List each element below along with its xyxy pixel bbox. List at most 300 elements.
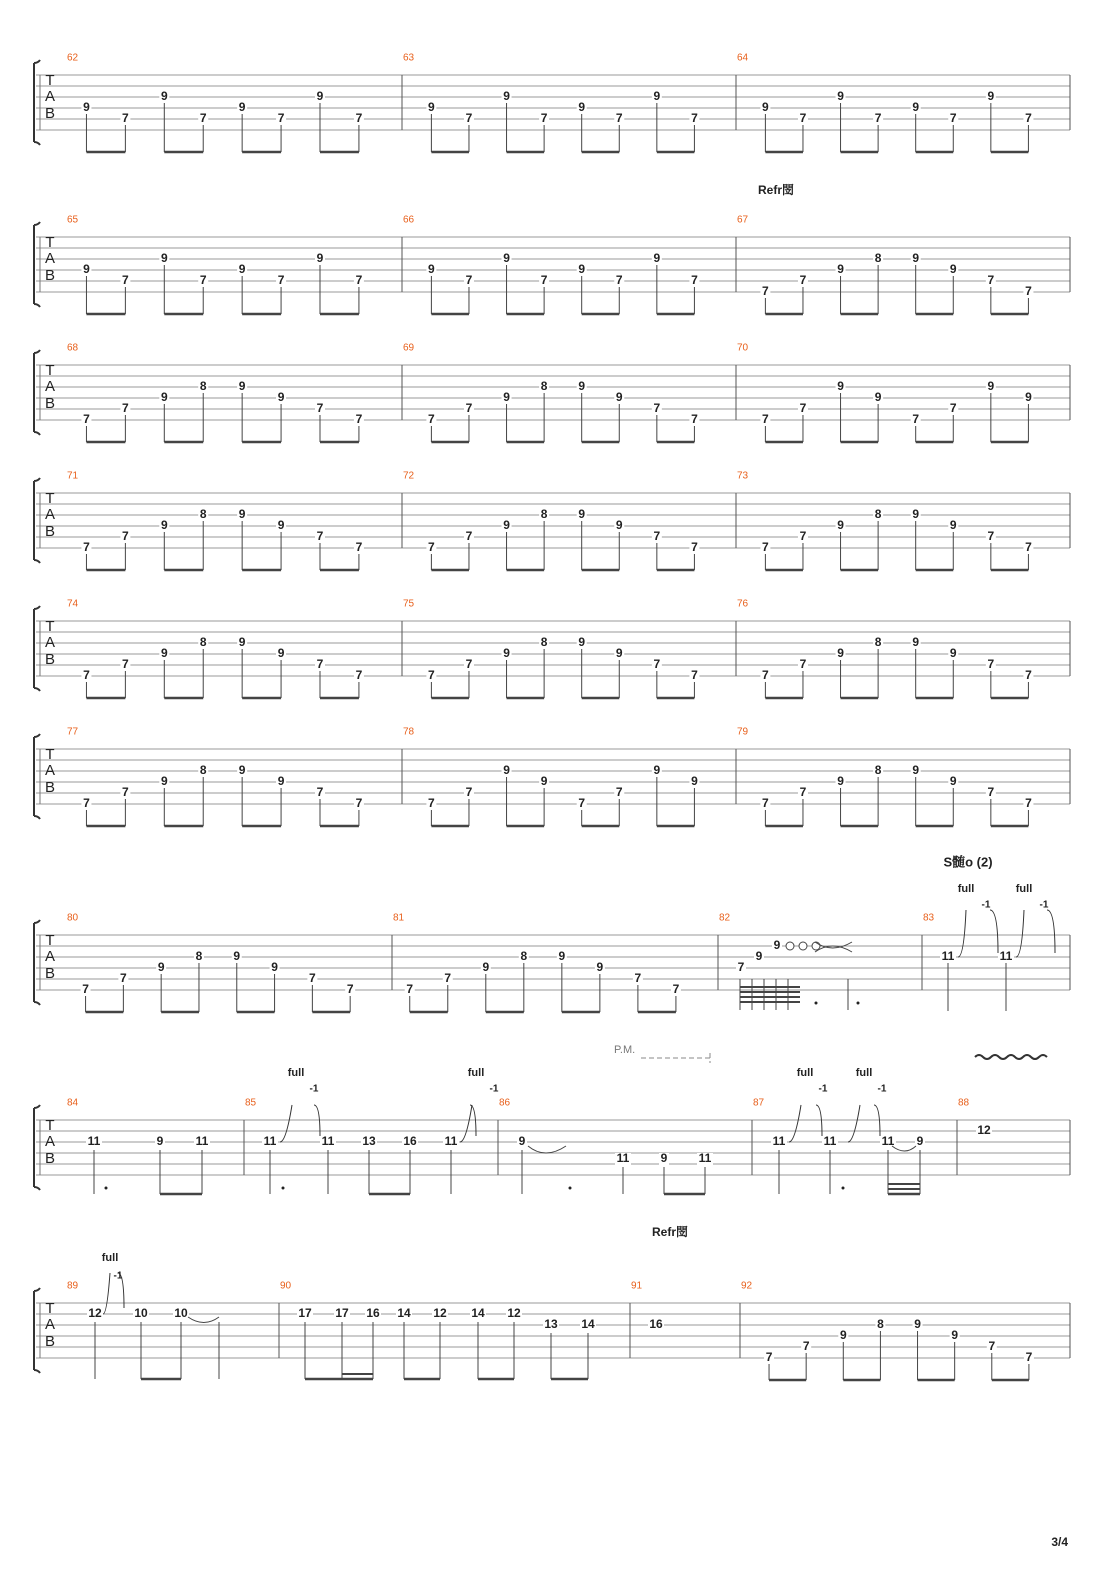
bar-number: 77 — [67, 726, 79, 738]
bar-number: 66 — [403, 214, 415, 226]
bar-number: 78 — [403, 726, 415, 738]
fret-number: 9 — [949, 518, 957, 533]
fret-number: 9 — [615, 390, 623, 405]
fret-number: 12 — [88, 1306, 102, 1321]
fret-number: 9 — [837, 379, 844, 394]
bar-number: 63 — [403, 52, 415, 64]
tie-curve — [815, 942, 852, 952]
fret-number: 8 — [540, 635, 548, 650]
fret-number: 9 — [503, 518, 510, 533]
fret-number: 8 — [199, 635, 207, 650]
bend-label: full — [467, 1066, 485, 1079]
fret-number: 9 — [837, 518, 844, 533]
fret-number: 9 — [482, 960, 490, 975]
fret-number: 11 — [698, 1151, 712, 1166]
bar-number: 80 — [67, 912, 79, 924]
fret-number: 16 — [403, 1134, 417, 1149]
bend-label: full — [1015, 882, 1033, 895]
fret-number: 9 — [874, 390, 882, 405]
fret-number: 7 — [1025, 111, 1032, 126]
tab-clef-a: A — [44, 1315, 56, 1333]
fret-number: 7 — [465, 785, 473, 800]
bend-arrow — [848, 1105, 860, 1142]
bar-number: 76 — [737, 598, 749, 610]
fret-number: 9 — [762, 100, 769, 115]
fret-number: 7 — [765, 1350, 773, 1365]
tab-clef-b: B — [44, 778, 56, 796]
bar-number: 84 — [67, 1097, 79, 1109]
fret-number: 7 — [465, 273, 473, 288]
fret-number: 11 — [195, 1134, 209, 1149]
release-label: -1 — [489, 1083, 499, 1095]
fret-number: 9 — [949, 774, 957, 789]
fret-number: 9 — [277, 518, 285, 533]
fret-number: 9 — [503, 646, 510, 661]
fret-number: 7 — [346, 982, 354, 997]
fret-number: 7 — [988, 1339, 996, 1354]
fret-number: 7 — [428, 668, 435, 683]
bar-number: 83 — [923, 912, 935, 924]
fret-number: 9 — [837, 774, 844, 789]
fret-number: 14 — [471, 1306, 485, 1321]
fret-number: 9 — [755, 949, 763, 964]
harmonic-marker — [799, 942, 807, 950]
fret-number: 9 — [558, 949, 566, 964]
fret-number: 7 — [762, 540, 769, 555]
fret-number: 7 — [615, 111, 623, 126]
fret-number: 9 — [316, 251, 324, 266]
fret-number: 9 — [653, 89, 661, 104]
fret-number: 7 — [355, 111, 363, 126]
fret-number: 9 — [503, 390, 510, 405]
tab-clef-t: T — [45, 233, 55, 251]
dot — [842, 1187, 845, 1190]
harmonic-marker — [786, 942, 794, 950]
tab-clef-t: T — [45, 489, 55, 507]
fret-number: 11 — [772, 1134, 786, 1149]
fret-number: 7 — [691, 111, 698, 126]
dot — [569, 1187, 572, 1190]
bar-number: 62 — [67, 52, 79, 64]
fret-number: 7 — [1025, 1350, 1033, 1365]
fret-number: 9 — [837, 89, 844, 104]
release-label: -1 — [877, 1083, 887, 1095]
fret-number: 9 — [233, 949, 241, 964]
fret-number: 9 — [578, 635, 586, 650]
bend-arrow — [280, 1105, 292, 1142]
fret-number: 7 — [799, 785, 807, 800]
fret-number: 9 — [277, 390, 285, 405]
fret-number: 9 — [238, 100, 246, 115]
fret-number: 10 — [134, 1306, 148, 1321]
fret-number: 7 — [465, 111, 473, 126]
fret-number: 14 — [397, 1306, 411, 1321]
bend-arrow — [1016, 910, 1024, 957]
fret-number: 7 — [799, 657, 807, 672]
bend-label: full — [855, 1066, 873, 1079]
fret-number: 9 — [316, 89, 324, 104]
bar-number: 87 — [753, 1097, 765, 1109]
fret-number: 7 — [799, 401, 807, 416]
fret-number: 8 — [874, 635, 882, 650]
fret-number: 7 — [355, 412, 363, 427]
fret-number: 8 — [874, 763, 882, 778]
fret-number: 7 — [653, 401, 661, 416]
fret-number: 11 — [444, 1134, 458, 1149]
fret-number: 9 — [578, 100, 586, 115]
fret-number: 7 — [83, 412, 90, 427]
fret-number: 9 — [615, 646, 623, 661]
fret-number: 9 — [238, 763, 246, 778]
fret-number: 7 — [802, 1339, 810, 1354]
dot — [282, 1187, 285, 1190]
release-arrow — [990, 910, 998, 953]
section-label-solo: S髄o (2) — [943, 854, 993, 870]
fret-number: 7 — [428, 540, 435, 555]
fret-number: 7 — [428, 796, 435, 811]
vibrato-mark — [975, 1055, 1047, 1059]
bar-number: 71 — [67, 470, 79, 482]
tab-clef-a: A — [44, 249, 56, 267]
bar-number: 86 — [499, 1097, 511, 1109]
fret-number: 7 — [799, 273, 807, 288]
fret-number: 9 — [160, 518, 168, 533]
tab-clef-t: T — [45, 931, 55, 949]
fret-number: 7 — [355, 796, 363, 811]
fret-number: 7 — [691, 540, 698, 555]
fret-number: 7 — [316, 785, 324, 800]
fret-number: 7 — [1025, 668, 1032, 683]
fret-number: 9 — [839, 1328, 847, 1343]
bar-number: 69 — [403, 342, 415, 354]
fret-number: 8 — [540, 379, 548, 394]
fret-number: 9 — [271, 960, 278, 975]
tab-clef-b: B — [44, 1332, 56, 1350]
fret-number: 9 — [503, 251, 510, 266]
tab-clef-b: B — [44, 394, 56, 412]
fret-number: 7 — [406, 982, 414, 997]
fret-number: 12 — [433, 1306, 447, 1321]
tab-clef-b: B — [44, 104, 56, 122]
fret-number: 7 — [762, 796, 769, 811]
system-bracket — [34, 1105, 40, 1190]
fret-number: 9 — [428, 100, 435, 115]
fret-number: 7 — [83, 668, 90, 683]
fret-number: 7 — [762, 668, 769, 683]
fret-number: 9 — [949, 646, 957, 661]
fret-number: 7 — [1025, 796, 1032, 811]
bend-label: full — [957, 882, 975, 895]
bend-label: full — [796, 1066, 814, 1079]
section-label-refrain: Refr閚 — [651, 1225, 689, 1240]
fret-number: 11 — [823, 1134, 837, 1149]
fret-number: 7 — [122, 529, 129, 544]
fret-number: 9 — [949, 262, 957, 277]
fret-number: 9 — [914, 1317, 921, 1332]
fret-number: 8 — [877, 1317, 884, 1332]
fret-number: 9 — [578, 507, 586, 522]
fret-number: 7 — [122, 785, 129, 800]
fret-number: 7 — [444, 971, 452, 986]
fret-number: 7 — [615, 273, 623, 288]
fret-number: 9 — [837, 646, 844, 661]
bar-number: 68 — [67, 342, 79, 354]
tab-clef-a: A — [44, 87, 56, 105]
fret-number: 8 — [540, 507, 548, 522]
bar-number: 74 — [67, 598, 79, 610]
fret-number: 9 — [912, 763, 920, 778]
fret-number: 9 — [987, 379, 995, 394]
fret-number: 9 — [951, 1328, 959, 1343]
bar-number: 89 — [67, 1280, 79, 1292]
fret-number: 7 — [762, 412, 769, 427]
fret-number: 7 — [316, 657, 324, 672]
fret-number: 9 — [238, 507, 246, 522]
fret-number: 7 — [122, 657, 129, 672]
fret-number: 11 — [941, 949, 955, 964]
fret-number: 7 — [277, 111, 285, 126]
tie-curve — [188, 1317, 219, 1323]
tab-clef-t: T — [45, 1299, 55, 1317]
fret-number: 9 — [691, 774, 698, 789]
fret-number: 9 — [156, 1134, 164, 1149]
palm-mute-line — [641, 1053, 710, 1063]
bar-number: 75 — [403, 598, 415, 610]
fret-number: 7 — [355, 273, 363, 288]
fret-number: 7 — [83, 540, 90, 555]
fret-number: 7 — [653, 529, 661, 544]
fret-number: 9 — [160, 251, 168, 266]
tab-clef-t: T — [45, 361, 55, 379]
fret-number: 7 — [465, 657, 473, 672]
fret-number: 7 — [355, 540, 363, 555]
fret-number: 8 — [195, 949, 203, 964]
system-bracket — [34, 478, 40, 563]
fret-number: 7 — [355, 668, 363, 683]
tab-clef-a: A — [44, 505, 56, 523]
fret-number: 7 — [762, 284, 769, 299]
fret-number: 7 — [987, 273, 995, 288]
fret-number: 9 — [518, 1134, 526, 1149]
fret-number: 7 — [737, 960, 745, 975]
tab-clef-a: A — [44, 761, 56, 779]
fret-number: 8 — [199, 507, 207, 522]
release-label: -1 — [981, 899, 991, 911]
fret-number: 9 — [916, 1134, 924, 1149]
fret-number: 7 — [316, 529, 324, 544]
tab-clef-b: B — [44, 266, 56, 284]
fret-number: 9 — [615, 518, 623, 533]
bar-number: 82 — [719, 912, 731, 924]
bar-number: 64 — [737, 52, 749, 64]
system-bracket — [34, 222, 40, 307]
palm-mute-label: P.M. — [614, 1043, 636, 1056]
bar-number: 70 — [737, 342, 749, 354]
fret-number: 9 — [987, 89, 995, 104]
fret-number: 12 — [977, 1123, 991, 1138]
fret-number: 9 — [578, 379, 586, 394]
bar-number: 88 — [958, 1097, 970, 1109]
fret-number: 9 — [160, 646, 168, 661]
system-bracket — [34, 734, 40, 819]
bend-arrow — [460, 1105, 472, 1142]
fret-number: 9 — [160, 774, 168, 789]
fret-number: 7 — [122, 111, 129, 126]
dot — [105, 1187, 108, 1190]
fret-number: 16 — [366, 1306, 380, 1321]
fret-number: 11 — [616, 1151, 630, 1166]
dot — [857, 1002, 860, 1005]
tab-clef-a: A — [44, 633, 56, 651]
fret-number: 7 — [277, 273, 285, 288]
fret-number: 7 — [634, 971, 642, 986]
fret-number: 9 — [660, 1151, 668, 1166]
bar-number: 85 — [245, 1097, 257, 1109]
tab-clef-t: T — [45, 745, 55, 763]
fret-number: 11 — [87, 1134, 101, 1149]
fret-number: 7 — [912, 412, 920, 427]
fret-number: 9 — [773, 938, 781, 953]
bar-number: 81 — [393, 912, 405, 924]
fret-number: 7 — [949, 401, 957, 416]
fret-number: 7 — [949, 111, 957, 126]
fret-number: 9 — [653, 763, 661, 778]
fret-number: 7 — [799, 529, 807, 544]
bend-arrow — [958, 910, 966, 957]
fret-number: 9 — [277, 774, 285, 789]
page-number: 3/4 — [1051, 1535, 1068, 1549]
fret-number: 10 — [174, 1306, 188, 1321]
section-label-refrain: Refr閚 — [757, 183, 795, 198]
fret-number: 7 — [540, 111, 548, 126]
fret-number: 7 — [199, 273, 207, 288]
fret-number: 7 — [691, 412, 698, 427]
fret-number: 9 — [238, 635, 246, 650]
system-bracket — [34, 606, 40, 691]
fret-number: 7 — [672, 982, 680, 997]
tab-clef-a: A — [44, 947, 56, 965]
fret-number: 7 — [799, 111, 807, 126]
fret-number: 8 — [199, 763, 207, 778]
fret-number: 7 — [82, 982, 89, 997]
fret-number: 9 — [596, 960, 604, 975]
bar-number: 92 — [741, 1280, 753, 1292]
tab-clef-b: B — [44, 1149, 56, 1167]
tab-clef-t: T — [45, 71, 55, 89]
tab-clef-a: A — [44, 377, 56, 395]
fret-number: 8 — [520, 949, 528, 964]
fret-number: 8 — [874, 507, 882, 522]
bar-number: 73 — [737, 470, 749, 482]
fret-number: 17 — [335, 1306, 349, 1321]
fret-number: 11 — [881, 1134, 895, 1149]
fret-number: 7 — [428, 412, 435, 427]
fret-number: 9 — [277, 646, 285, 661]
fret-number: 8 — [874, 251, 882, 266]
fret-number: 9 — [238, 379, 246, 394]
fret-number: 9 — [503, 89, 510, 104]
fret-number: 9 — [837, 262, 844, 277]
fret-number: 7 — [83, 796, 90, 811]
fret-number: 13 — [362, 1134, 376, 1149]
tab-clef-a: A — [44, 1132, 56, 1150]
fret-number: 9 — [83, 100, 90, 115]
tab-clef-b: B — [44, 650, 56, 668]
bend-label: full — [287, 1066, 305, 1079]
release-arrow — [1047, 910, 1055, 953]
fret-number: 7 — [987, 529, 995, 544]
fret-number: 9 — [912, 100, 920, 115]
fret-number: 7 — [615, 785, 623, 800]
system-bracket — [34, 1288, 40, 1373]
bend-label: full — [101, 1251, 119, 1264]
system-bracket — [34, 920, 40, 1005]
fret-number: 9 — [503, 763, 510, 778]
tab-clef-b: B — [44, 964, 56, 982]
fret-number: 7 — [122, 273, 129, 288]
bar-number: 79 — [737, 726, 749, 738]
fret-number: 9 — [578, 262, 586, 277]
dot — [815, 1002, 818, 1005]
fret-number: 9 — [1025, 390, 1032, 405]
fret-number: 11 — [263, 1134, 277, 1149]
fret-number: 7 — [691, 668, 698, 683]
fret-number: 7 — [1025, 540, 1032, 555]
fret-number: 7 — [987, 657, 995, 672]
fret-number: 7 — [120, 971, 127, 986]
system-bracket — [34, 350, 40, 435]
tie-curve — [528, 1146, 566, 1153]
release-label: -1 — [113, 1270, 123, 1282]
fret-number: 9 — [238, 262, 246, 277]
fret-number: 9 — [157, 960, 165, 975]
fret-number: 7 — [1025, 284, 1032, 299]
release-label: -1 — [818, 1083, 828, 1095]
fret-number: 9 — [160, 89, 168, 104]
fret-number: 12 — [507, 1306, 521, 1321]
fret-number: 17 — [298, 1306, 312, 1321]
fret-number: 14 — [581, 1317, 595, 1332]
fret-number: 7 — [199, 111, 207, 126]
fret-number: 9 — [912, 507, 920, 522]
fret-number: 13 — [544, 1317, 558, 1332]
tab-clef-t: T — [45, 617, 55, 635]
bar-number: 90 — [280, 1280, 292, 1292]
fret-number: 9 — [540, 774, 548, 789]
tab-clef-b: B — [44, 522, 56, 540]
fret-number: 9 — [912, 251, 920, 266]
fret-number: 7 — [309, 971, 316, 986]
bend-arrow — [789, 1105, 801, 1142]
fret-number: 9 — [912, 635, 920, 650]
system-bracket — [34, 60, 40, 145]
fret-number: 9 — [428, 262, 435, 277]
bar-number: 65 — [67, 214, 79, 226]
fret-number: 7 — [691, 273, 698, 288]
bar-number: 72 — [403, 470, 415, 482]
fret-number: 7 — [465, 401, 473, 416]
release-label: -1 — [309, 1083, 319, 1095]
fret-number: 8 — [199, 379, 207, 394]
release-label: -1 — [1039, 899, 1049, 911]
bar-number: 91 — [631, 1280, 643, 1292]
bar-number: 67 — [737, 214, 749, 226]
fret-number: 7 — [316, 401, 324, 416]
fret-number: 7 — [874, 111, 882, 126]
fret-number: 7 — [540, 273, 548, 288]
fret-number: 7 — [578, 796, 586, 811]
fret-number: 16 — [649, 1317, 663, 1332]
